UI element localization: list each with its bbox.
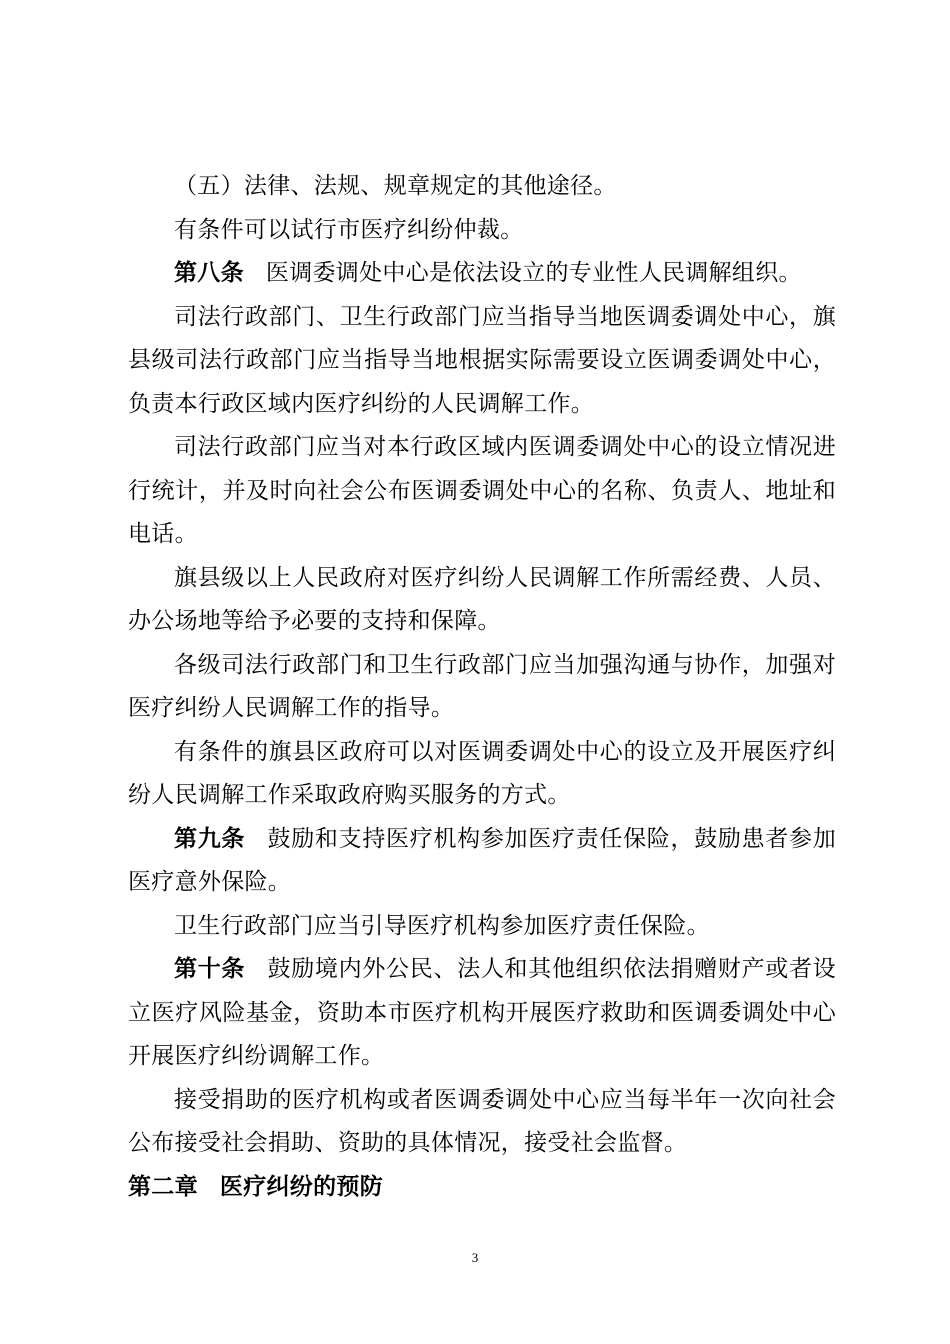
article-label: 第十条 [174, 956, 246, 982]
paragraph [128, 644, 836, 731]
article-label: 第八条 [174, 260, 244, 286]
paragraph-text: 旗县级以上人民政府对医疗纠纷人民调解工作所需经费、人员、办公场地等给予必要的支持和保障。 [128, 564, 836, 634]
paragraph-text: 医调委调处中心是依法设立的专业性人民调解组织。 [265, 260, 802, 286]
paragraph-text: （五）法律、法规、规章规定的其他途径。 [174, 173, 617, 199]
body-text [128, 165, 836, 1209]
paragraph-text: 接受捐助的医疗机构或者医调委调处中心应当每半年一次向社会公布接受社会捐助、资助的具体情况，接受社会监督。 [128, 1086, 836, 1156]
chapter-heading [128, 1166, 836, 1210]
paragraph-text: 鼓励境内外公民、法人和其他组织依法捐赠财产或者设立医疗风险基金，资助本市医疗机构开展医疗救助和医调委调处中心开展医疗纠纷调解工作。 [128, 956, 837, 1069]
paragraph [128, 209, 836, 253]
paragraph-text: 有条件的旗县区政府可以对医调委调处中心的设立及开展医疗纠纷人民调解工作采取政府购买服务的方式。 [128, 738, 836, 808]
paragraph-text: 有条件可以试行市医疗纠纷仲裁。 [174, 216, 524, 243]
paragraph-text: 司法行政部门、卫生行政部门应当指导当地医调委调处中心，旗县级司法行政部门应当指导当地根据实际需要设立医调委调处中心，负责本行政区域内医疗纠纷的人民调解工作。 [128, 303, 836, 417]
paragraph [128, 731, 836, 818]
paragraph [128, 426, 836, 557]
paragraph [128, 296, 836, 427]
article-paragraph [128, 252, 836, 296]
page-number: 3 [471, 1250, 479, 1265]
paragraph [128, 905, 836, 949]
chapter-title: 医疗纠纷的预防 [219, 1173, 384, 1200]
paragraph-text: 卫生行政部门应当引导医疗机构参加医疗责任保险。 [174, 912, 710, 939]
article-paragraph [128, 948, 836, 1079]
article-label: 第九条 [174, 825, 246, 852]
paragraph [128, 1079, 836, 1166]
paragraph-text: 司法行政部门应当对本行政区域内医调委调处中心的设立情况进行统计，并及时向社会公布医调委调处中心的名称、负责人、地址和电话。 [128, 434, 836, 547]
article-paragraph [128, 818, 836, 905]
paragraph [128, 165, 836, 209]
paragraph-text: 各级司法行政部门和卫生行政部门应当加强沟通与协作，加强对医疗纠纷人民调解工作的指导。 [128, 651, 836, 721]
paragraph-text: 鼓励和支持医疗机构参加医疗责任保险，鼓励患者参加医疗意外保险。 [128, 825, 837, 895]
paragraph [128, 557, 836, 644]
chapter-label: 第二章 [128, 1173, 198, 1200]
